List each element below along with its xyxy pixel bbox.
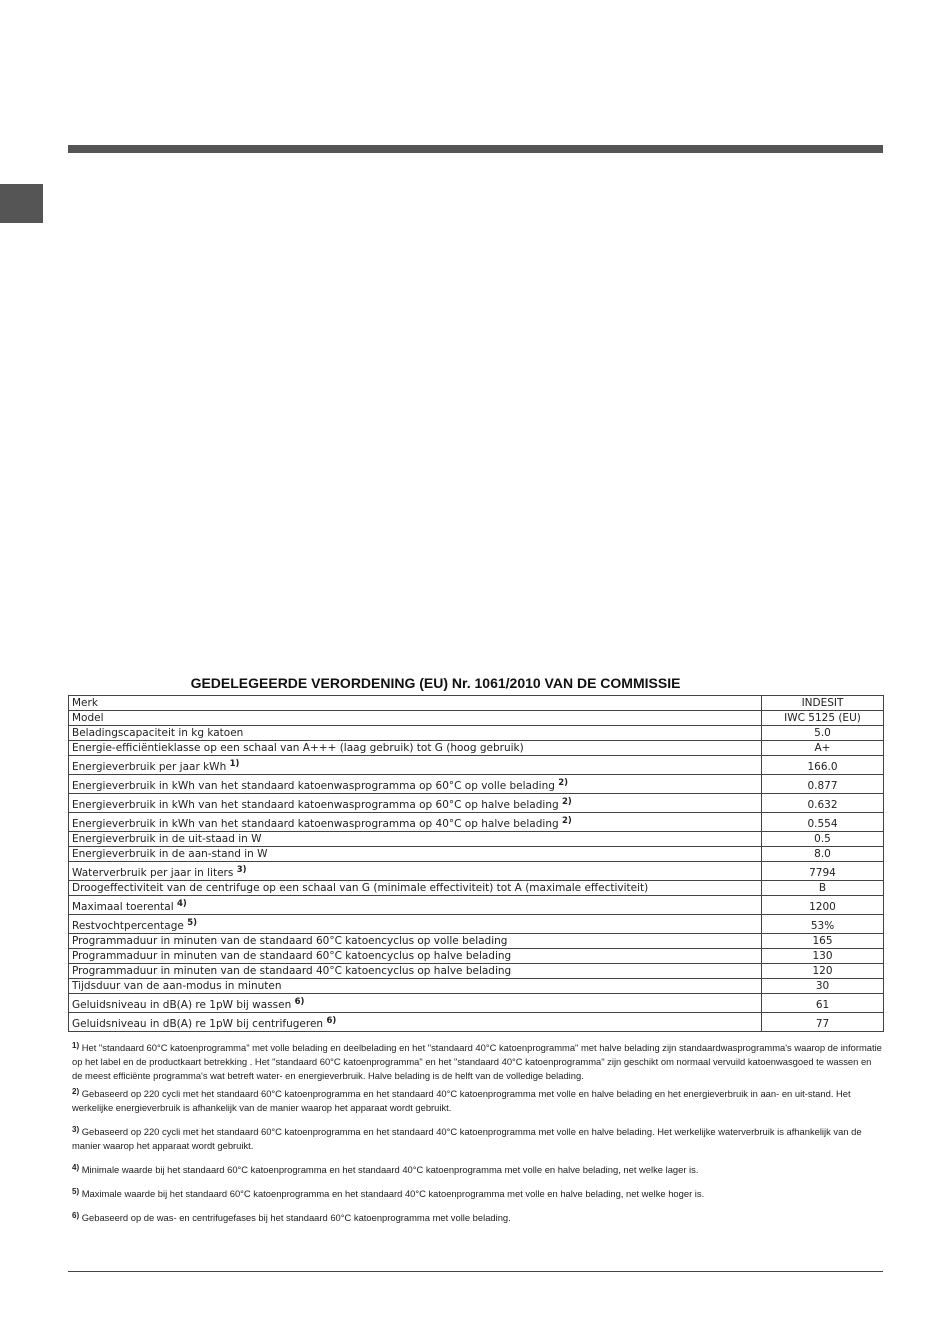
row-label: Energieverbruik in kWh van het standaard katoenwasprogramma op 40°C op halve belading $^{2)}$ bbox=[69, 813, 762, 832]
row-label: Model bbox=[69, 711, 762, 726]
row-label: Programmaduur in minuten van de standaard 60°C katoencyclus op volle belading bbox=[69, 934, 762, 949]
row-value: 8.0 bbox=[762, 847, 884, 862]
row-label: Restvochtpercentage $^{5)}$ bbox=[69, 915, 762, 934]
row-label: Droogeffectiviteit van de centrifuge op een schaal van G (minimale effectiviteit) tot A (maximale effectiviteit) bbox=[69, 881, 762, 896]
footnote bbox=[72, 1087, 882, 1125]
row-label: Waterverbruik per jaar in liters $^{3)}$ bbox=[69, 862, 762, 881]
footnote-ref: 6) bbox=[326, 1016, 337, 1026]
table-row bbox=[69, 934, 884, 949]
table-row bbox=[69, 775, 884, 794]
row-label: Energieverbruik in kWh van het standaard katoenwasprogramma op 60°C op halve belading $^{2)}$ bbox=[69, 794, 762, 813]
table-row bbox=[69, 979, 884, 994]
row-label: Energieverbruik per jaar kWh $^{1)}$ bbox=[69, 756, 762, 775]
row-value: INDESIT bbox=[762, 696, 884, 711]
row-label: Geluidsniveau in dB(A) re 1pW bij centrifugeren $^{6)}$ bbox=[69, 1013, 762, 1032]
row-value: 61 bbox=[762, 994, 884, 1013]
row-value: 0.554 bbox=[762, 813, 884, 832]
footnote-ref: 6) bbox=[294, 997, 305, 1007]
row-label: Geluidsniveau in dB(A) re 1pW bij wassen $^{6)}$ bbox=[69, 994, 762, 1013]
footnote-ref: 4) bbox=[177, 899, 187, 909]
table-row bbox=[69, 881, 884, 896]
row-label: Merk bbox=[69, 696, 762, 711]
row-value: 77 bbox=[762, 1013, 884, 1032]
footer-rule bbox=[68, 1271, 883, 1272]
table-row bbox=[69, 726, 884, 741]
row-value: 165 bbox=[762, 934, 884, 949]
table-row bbox=[69, 794, 884, 813]
footnote bbox=[72, 1125, 882, 1163]
row-value: B bbox=[762, 881, 884, 896]
language-tab bbox=[0, 184, 43, 223]
table-row bbox=[69, 813, 884, 832]
footnote bbox=[72, 1211, 882, 1231]
footnote-text: Gebaseerd op 220 cycli met het standaard 60°C katoenprogramma en het standaard 40°C katoenprogramma met volle en halve belading. Het werkelijke waterverbruik is afhankelijk van de manier waarop het apparaat wordt gebruikt. bbox=[72, 1126, 862, 1151]
row-value: 0.5 bbox=[762, 832, 884, 847]
regulation-title: GEDELEGEERDE VERORDENING (EU) Nr. 1061/2010 VAN DE COMMISSIE bbox=[190, 675, 681, 691]
row-value: 1200 bbox=[762, 896, 884, 915]
table-row bbox=[69, 756, 884, 775]
table-row bbox=[69, 862, 884, 881]
table-row bbox=[69, 896, 884, 915]
table-row bbox=[69, 832, 884, 847]
footnote-ref: 2) bbox=[561, 797, 572, 807]
footnote bbox=[72, 1163, 882, 1187]
table-row bbox=[69, 847, 884, 862]
footnote-number: 2) bbox=[72, 1087, 80, 1096]
table-row bbox=[69, 915, 884, 934]
row-label: Energieverbruik in kWh van het standaard katoenwasprogramma op 60°C op volle belading $^{2)}$ bbox=[69, 775, 762, 794]
row-value: 5.0 bbox=[762, 726, 884, 741]
row-label: Tijdsduur van de aan-modus in minuten bbox=[69, 979, 762, 994]
row-value: A+ bbox=[762, 741, 884, 756]
row-label: Energieverbruik in de uit-staad in W bbox=[69, 832, 762, 847]
header-rule bbox=[68, 145, 883, 153]
row-label: Energie-efficiëntieklasse op een schaal van A+++ (laag gebruik) tot G (hoog gebruik) bbox=[69, 741, 762, 756]
row-value: 120 bbox=[762, 964, 884, 979]
row-value: 30 bbox=[762, 979, 884, 994]
table-row bbox=[69, 741, 884, 756]
footnote bbox=[72, 1041, 882, 1087]
footnote-text: Maximale waarde bij het standaard 60°C katoenprogramma en het standaard 40°C katoenprogramma met volle en halve belading, net welke hoger is. bbox=[81, 1188, 705, 1199]
footnote-number: 4) bbox=[72, 1163, 80, 1172]
row-value: 0.632 bbox=[762, 794, 884, 813]
footnote-text: Gebaseerd op 220 cycli met het standaard 60°C katoenprogramma en het standaard 40°C katoenprogramma met volle en halve belading en het energieverbruik in aan- en uit-stand. Het werkelijke energieverbruik is afhankelijk van de manier waarop het apparaat wordt gebruikt. bbox=[72, 1088, 851, 1113]
footnote-number: 6) bbox=[72, 1211, 80, 1220]
footnote-ref: 3) bbox=[236, 865, 247, 875]
table-row bbox=[69, 964, 884, 979]
footnote-text: Minimale waarde bij het standaard 60°C katoenprogramma en het standaard 40°C katoenprogramma met volle en halve belading, net welke lager is. bbox=[81, 1164, 699, 1175]
footnote-ref: 1) bbox=[229, 759, 240, 769]
row-value: 130 bbox=[762, 949, 884, 964]
row-label: Maximaal toerental $^{4)}$ bbox=[69, 896, 762, 915]
table-row bbox=[69, 994, 884, 1013]
footnote-number: 1) bbox=[72, 1041, 80, 1050]
row-label: Programmaduur in minuten van de standaard 60°C katoencyclus op halve belading bbox=[69, 949, 762, 964]
table-row bbox=[69, 949, 884, 964]
footnote bbox=[72, 1187, 882, 1211]
footnote-ref: 2) bbox=[561, 816, 572, 826]
table-row bbox=[69, 696, 884, 711]
table-row bbox=[69, 1013, 884, 1032]
row-value: 0.877 bbox=[762, 775, 884, 794]
row-label: Beladingscapaciteit in kg katoen bbox=[69, 726, 762, 741]
footnote-ref: 5) bbox=[187, 918, 197, 928]
row-value: IWC 5125 (EU) bbox=[762, 711, 884, 726]
product-fiche-table bbox=[68, 695, 884, 1032]
row-label: Energieverbruik in de aan-stand in W bbox=[69, 847, 762, 862]
footnote-number: 3) bbox=[72, 1125, 80, 1134]
footnote-ref: 2) bbox=[558, 778, 569, 788]
footnote-text: Gebaseerd op de was- en centrifugefases bij het standaard 60°C katoenprogramma met volle belading. bbox=[81, 1212, 511, 1223]
row-value: 7794 bbox=[762, 862, 884, 881]
row-value: 166.0 bbox=[762, 756, 884, 775]
table-row bbox=[69, 711, 884, 726]
footnote-number: 5) bbox=[72, 1187, 80, 1196]
footnotes bbox=[72, 1041, 882, 1231]
row-value: 53% bbox=[762, 915, 884, 934]
footnote-text: Het "standaard 60°C katoenprogramma" met volle belading en deelbelading en het "standaard 40°C katoenprogramma" met halve belading zijn standaardwasprogramma's waarop de informatie op het label en de productkaart betrekking . Het "standaard 60°C katoenprogramma" en het "standaard 40°C katoenprogramma" zijn geschikt om normaal vervuild katoenwasgoed te wassen en de meest efficiënte programma's wat betreft water- en energieverbruik. Halve belading is de helft van de volledige belading. bbox=[72, 1042, 882, 1081]
row-label: Programmaduur in minuten van de standaard 40°C katoencyclus op halve belading bbox=[69, 964, 762, 979]
